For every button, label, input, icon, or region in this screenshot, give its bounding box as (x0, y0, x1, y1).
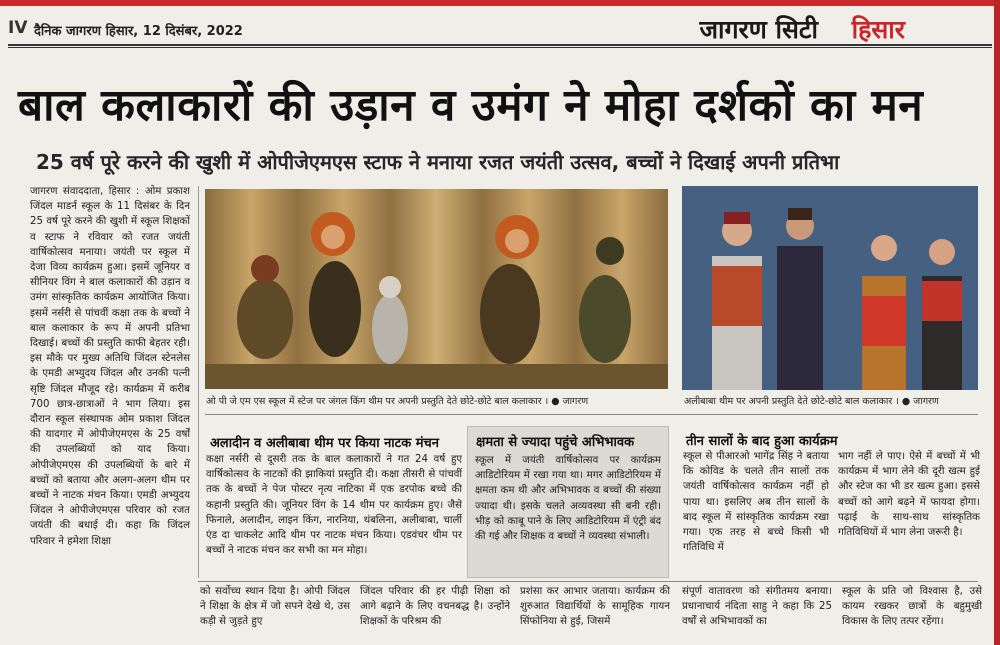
masthead-rule-thin (8, 47, 992, 48)
section-three-years-text-2: भाग नहीं ले पाए। ऐसे में बच्चों में भी कार्यक्रम में भाग लेने की दूरी खत्म हुई और स्टेज का भी डर खत्म हुआ। इससे बच्चों को आगे बढ़ने में फायदा होगा। पढ़ाई के साथ-साथ सांस्कृतिक गतिविधियों में भाग लेना जरूरी है। (838, 451, 980, 539)
masthead-rule (8, 44, 992, 46)
section-brand: जागरण सिटी (699, 15, 818, 44)
box-guardians-text: स्कूल में जयंती वार्षिकोत्सव पर कार्यक्रम आडिटोरियम में रखा गया था। मगर आडिटोरियम में क्षमता कम थी और अभिभावक व बच्चों की संख्या ज्यादा थी। इसके चलते अव्यवस्था सी बनी रही। भीड़ को काबू पाने के लिए आडिटोरियम में एंट्री बंद की गई और शिक्षक व बच्चों ने व्यवस्था संभाली। (475, 455, 661, 543)
section-three-years-text-1: स्कूल से पीआरओ भागेंद्र सिंह ने बताया कि कोविड के चलते तीन सालों तक जयंती वार्षिकोत्सव कार्यक्रम नहीं हो पाया था। इसलिए अब तीन सालों के बाद स्कूल में सांस्कृतिक कार्यक्रम रखा गया। एक तरह से बच्चे किसी भी गतिविधि में (683, 451, 829, 554)
photo-alibaba-caption: अलीबाबा थीम पर अपनी प्रस्तुति देते छोटे-छोटे बाल कलाकार । ● जागरण (684, 396, 939, 407)
photo-jungle-king (205, 189, 668, 389)
masthead (0, 8, 1000, 42)
right-red-edge (994, 0, 1000, 645)
bottom-column-4 (682, 584, 832, 644)
bottom-column-4-text: संपूर्ण वातावरण को संगीतमय बनाया। प्रधानाचार्य नंदिता साहु ने कहा कि 25 वर्षों से अभिभावकों का (682, 586, 832, 628)
bottom-column-3 (520, 584, 670, 644)
page-number: IV (8, 18, 28, 38)
bottom-column-1 (200, 584, 350, 644)
section-three-years-title: तीन सालों के बाद हुआ कार्यक्रम (686, 434, 838, 449)
box-guardians-title: क्षमता से ज्यादा पहुंचे अभिभावक (476, 435, 635, 450)
lead-column-text: जागरण संवाददाता, हिसार : ओम प्रकाश जिंदल माडर्न स्कूल के 11 दिसंबर के दिन 25 वर्ष पूरे करने की खुशी में स्कूल शिक्षकों व स्टाफ ने रविवार को रजत जयंती वार्षिकोत्सव मनाया। जयंती पर स्कूल में देजा विव्य कार्यक्रम हुआ। इसमें जूनियर व सीनियर विंग ने बाल कलाकारों की उड़ान व उमंग सांस्कृतिक कार्यक्रम आयोजित किया। इसमें नर्सरी से पांचवीं कक्षा तक के बच्चों ने बाल कलाकार के रूप में अपनी प्रतिभा दिखाई। बच्चों की प्रस्तुति काफी बेहतर रही। इस मौके पर मुख्य अतिथि जिंदल स्टेनलेस के एमडी अभ्युदय जिंदल और उनकी पत्नी सृष्टि जिंदल मौजूद रहे। कार्यक्रम में करीब 700 छात्र-छात्राओं ने भाग लिया। इस दौरान स्कूल संस्थापक ओम प्रकाश जिंदल की यादगार में ओपीजेएमएस के 25 वर्षों की उपलब्धियों को याद किया। ओपीजेएमएस की उपलब्धियों के बारे में बच्चों को बताया और अलग-अलग थीम पर बच्चों ने नाटक मंचन किया। एमडी अभ्युदय जिंदल ने ओपीजेएमएस परिवार को रजत जयंती की बधाई दी। कहा कि जिंदल परिवार ने हमेशा शिक्षा (30, 186, 190, 547)
bottom-column-2-text: जिंदल परिवार की हर पीढ़ी शिक्षा को आगे बढ़ाने के लिए वचनबद्ध है। उन्होंने शिक्षकों के परिश्रम की (360, 586, 510, 628)
section-aladdin-text: कक्षा नर्सरी से दूसरी तक के बाल कलाकारों ने गत 24 वर्ष हुए वार्षिकोत्सव के नाटकों की झाकियां प्रस्तुति दी। कक्षा तीसरी से पांचवीं तक के बच्चों ने पेज पोस्टर नृत्य नाटिका में एक डरपोक बच्चे की कहानी प्रस्तुति की। जूनियर विंग के 14 थीम पर कार्यक्रम हुए। जैसे फिनाले, अलादीन, लाइन किंग, नारनिया, थंबलिना, अलीबाबा, चार्ली एंड दा चाकलेट आदि थीम पर नाटक मंचन किया। एडवंचर थीम पर बच्चों ने नाटक मंचन कर सभी का मन मोहा। (206, 454, 462, 557)
section-three-years-col2 (838, 449, 980, 574)
subheadline: 25 वर्ष पूरे करने की खुशी में ओपीजेएमएस स्टाफ ने मनाया रजत जयंती उत्सव, बच्चों ने दिखाई अपनी प्रतिभा (36, 150, 840, 174)
box-guardians (467, 426, 669, 578)
headline: बाल कलाकारों की उड़ान व उमंग ने मोहा दर्शकों का मन (18, 80, 924, 131)
bottom-column-5 (842, 584, 982, 644)
paper-date-line: दैनिक जागरण हिसार, 12 दिसंबर, 2022 (34, 24, 243, 39)
section-city: हिसार (851, 15, 905, 44)
photo-bottom-rule (205, 414, 978, 415)
column-divider (198, 186, 199, 578)
photo-alibaba (682, 186, 978, 390)
lead-column (30, 184, 190, 584)
top-red-bar (0, 0, 1000, 6)
bottom-rule (198, 581, 978, 582)
bottom-column-5-text: स्कूल के प्रति जो विश्वास है, उसे कायम रखकर छात्रों के बहुमुखी विकास के लिए तत्पर रहेंगा। (842, 586, 982, 628)
bottom-column-3-text: प्रशंसा कर आभार जताया। कार्यक्रम की शुरुआत विद्यार्थियों के सामूहिक गायन सिंफोनिया से हुई, जिसमें (520, 586, 670, 628)
bottom-column-1-text: को सर्वोच्च स्थान दिया है। ओपी जिंदल ने शिक्षा के क्षेत्र में जो सपने देखे थे, उस कड़ी से जुड़ते हुए (200, 586, 350, 628)
bottom-column-2 (360, 584, 510, 644)
box-guardians-body (475, 453, 661, 573)
section-three-years-col1 (683, 449, 829, 574)
photo-jungle-king-caption: ओ पी जे एम एस स्कूल में स्टेज पर जंगल किंग थीम पर अपनी प्रस्तुति देते छोटे-छोटे बाल कलाकार । ● जागरण (206, 396, 589, 407)
section-aladdin-body (206, 452, 462, 574)
section-aladdin-title: अलादीन व अलीबाबा थीम पर किया नाटक मंचन (210, 436, 439, 451)
